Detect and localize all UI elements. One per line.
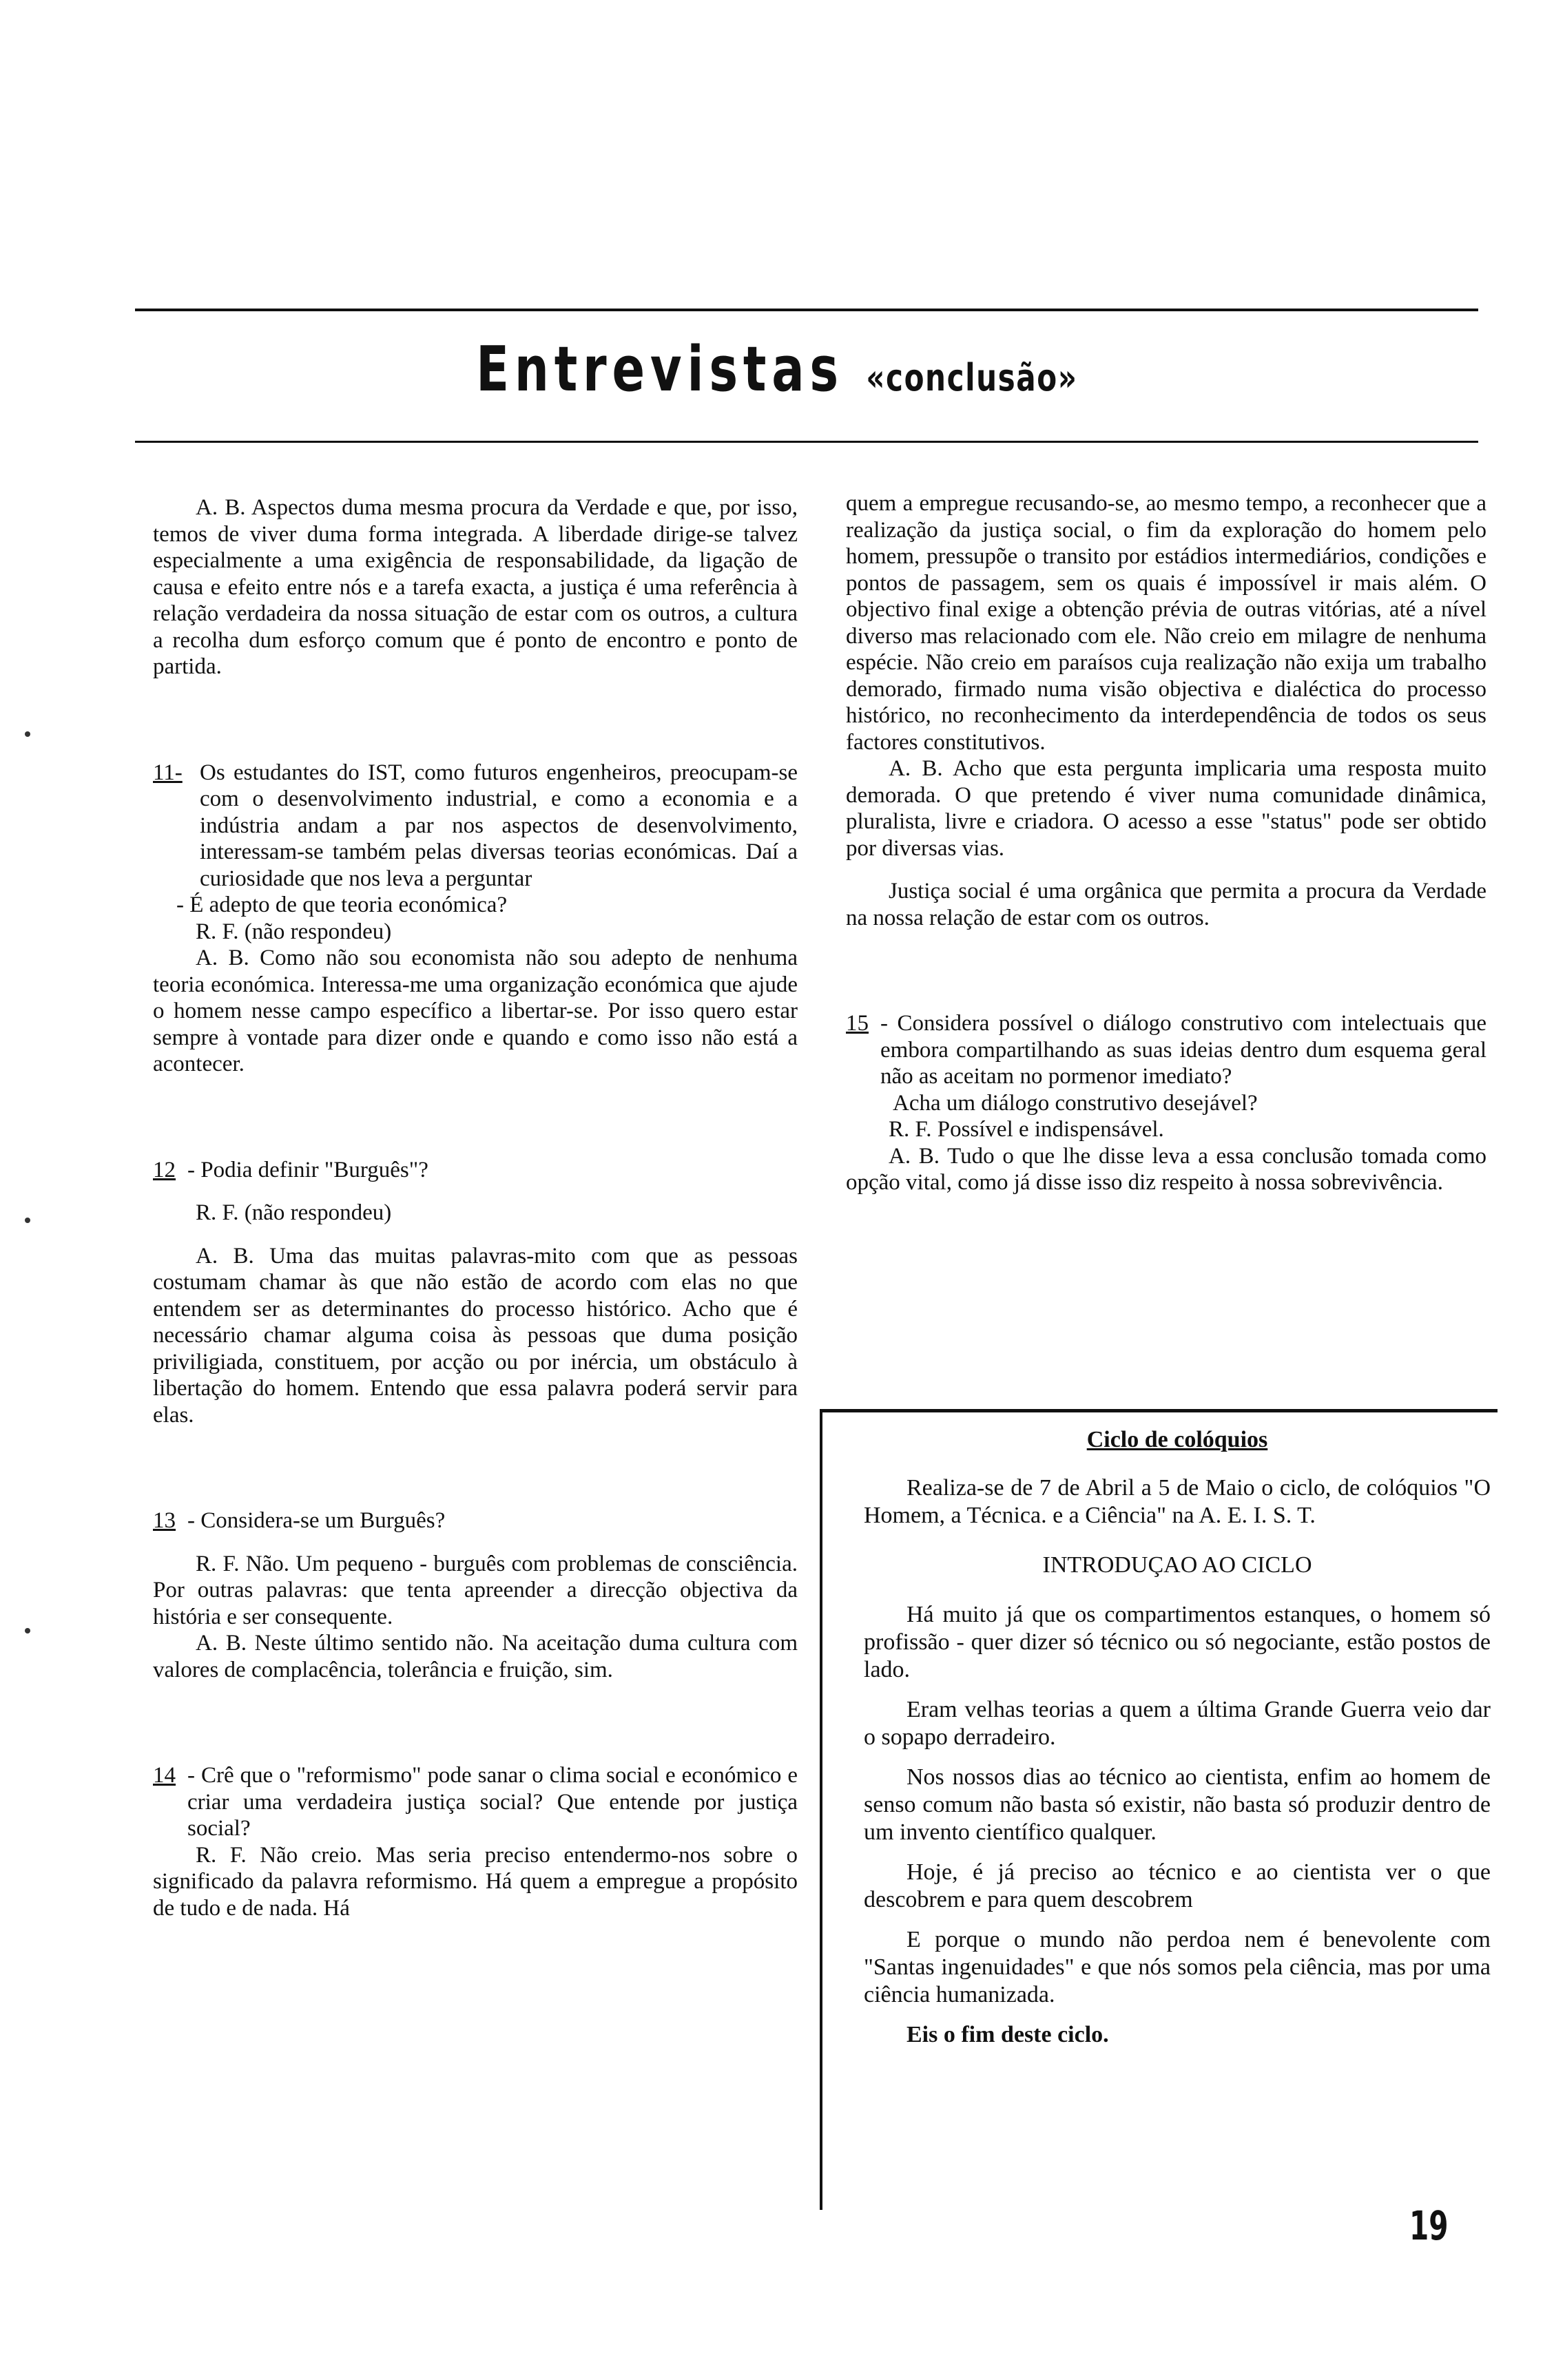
page-number: 19 <box>1409 2202 1449 2249</box>
scan-mark <box>25 1628 30 1633</box>
answer-ab: A. B. Uma das muitas palavras-mito com que as pessoas costumam chamar às que não estão de acordo com elas no que entendem ser as determinantes do processo histórico. Acho que é necessário chamar alguma coisa às pessoas que duma posição priviligiada, constituem, por acção ou por inércia, um obstáculo à libertação do homem. Entendo que essa palavra poderá servir para elas. <box>153 1243 798 1428</box>
question-11 <box>153 760 798 892</box>
question-12 <box>153 1157 798 1184</box>
scan-mark <box>25 731 30 737</box>
box-announcement: Realiza-se de 7 de Abril a 5 de Maio o ciclo, de colóquios "O Homem, a Técnica. e a Ciência" na A. E. I. S. T. <box>864 1475 1491 1528</box>
box-paragraph: Nos nossos dias ao técnico ao cientista, enfim ao homem de senso comum não basta só existir, não basta só produzir dentro de um invento científico qualquer. <box>864 1764 1491 1845</box>
box-paragraph: Há muito já que os compartimentos estanques, o homem só profissão - quer dizer só técnico ou só negociante, estão postos de lado. <box>864 1602 1491 1682</box>
answer-rf: R. F. Possível e indispensável. <box>889 1117 1164 1142</box>
header-top-rule <box>135 309 1478 311</box>
scan-mark <box>25 1218 30 1223</box>
question-number: 11- <box>153 760 183 785</box>
box-paragraph: E porque o mundo não perdoa nem é benevolente com "Santas ingenuidades" e que nós somos pela ciência, mas por uma ciência humanizada. <box>864 1927 1491 2007</box>
page-subtitle: «conclusão» <box>866 356 1078 399</box>
question-text: - Podia definir "Burguês"? <box>187 1157 428 1182</box>
answer-rf: R. F. Não creio. Mas seria preciso entendermo-nos sobre o significado da palavra reformismo. Há quem a empregue a propósito de tudo e de nada. Há <box>153 1842 798 1921</box>
left-column <box>153 494 798 1921</box>
question-14 <box>153 1762 798 1842</box>
question-number: 12 <box>153 1157 176 1182</box>
question-text: - Crê que o "reformismo" pode sanar o clima social e económico e criar uma verdadeira justiça social? Que entende por justiça social? <box>187 1763 798 1841</box>
box-paragraph: Hoje, é já preciso ao técnico e ao cientista ver o que descobrem e para quem descobrem <box>864 1859 1491 1912</box>
answer-rf: R. F. Não. Um pequeno - burguês com problemas de consciência. Por outras palavras: que tenta apreender a direcção objectiva da história e ser consequente. <box>153 1551 798 1629</box>
justice-definition: Justiça social é uma orgânica que permita a procura da Verdade na nossa relação de estar com os outros. <box>846 879 1486 930</box>
box-closing: Eis o fim deste ciclo. <box>906 2022 1109 2047</box>
question-number: 15 <box>846 1011 869 1036</box>
answer-continuation: quem a empregue recusando-se, ao mesmo tempo, a reconhecer que a realização da justiça social, o fim da exploração do homem pelo homem, pressupõe o transito por estádios intermediários, condições e pontos de passagem, sem os quais é impossível ir mais além. O objectivo final exige a obtenção prévia de outras vitórias, até a nível diverso mas relacionado com ele. Não creio em milagre de nenhuma espécie. Não creio em paraísos cuja realização não exija um trabalho demorado, firmado numa visão objectiva e dialéctica do processo histórico, no reconhecimento da interdependência de todos os seus factores constitutivos. <box>846 491 1486 755</box>
header <box>0 333 1554 406</box>
answer-rf: R. F. (não respondeu) <box>196 919 392 944</box>
question-text: - Considera-se um Burguês? <box>187 1508 446 1533</box>
question-text: Os estudantes do IST, como futuros engenheiros, preocupam-se com o desenvolvimento industrial, e como a economia e a indústria andam a par nos aspectos de desenvolvimento, interessam-se também pelas diversas teorias económicas. Daí a curiosidade que nos leva a perguntar <box>200 760 798 891</box>
intro-answer: A. B. Aspectos duma mesma procura da Verdade e que, por isso, temos de viver duma forma integrada. A liberdade dirige-se talvez especialmente a uma exigência de responsabilidade, da ligação de causa e efeito entre nós e a tarefa exacta, a justiça é uma referência à relação verdadeira da nossa situação de estar com os outros, a cultura a recolha dum esforço comum que é ponto de encontro e ponto de partida. <box>153 495 798 679</box>
question-15 <box>846 1010 1486 1090</box>
colloquium-box <box>820 1409 1498 2210</box>
question-number: 13 <box>153 1508 176 1533</box>
header-bottom-rule <box>135 441 1478 443</box>
answer-ab: A. B. Acho que esta pergunta implicaria uma resposta muito demorada. O que pretendo é viver numa comunidade dinâmica, pluralista, livre e criadora. O acesso a esse "status" pode ser obtido por diversas vias. <box>846 756 1486 861</box>
answer-ab: A. B. Como não sou economista não sou adepto de nenhuma teoria económica. Interessa-me uma organização económica que ajude o homem nesse campo específico a libertar-se. Por isso quero estar sempre à vontade para dizer onde e quando e como isso não está a acontecer. <box>153 946 798 1076</box>
box-heading: INTRODUÇAO AO CICLO <box>1042 1552 1312 1578</box>
answer-rf: R. F. (não respondeu) <box>196 1200 392 1225</box>
question-prompt: - É adepto de que teoria económica? <box>176 892 508 917</box>
question-text: - Considera possível o diálogo construtivo com intelectuais que embora compartilhando as suas ideias dentro dum esquema geral não as aceitam no pormenor imediato? <box>880 1011 1486 1089</box>
question-number: 14 <box>153 1763 176 1788</box>
question-followup: Acha um diálogo construtivo desejável? <box>893 1090 1258 1116</box>
question-13 <box>153 1507 798 1534</box>
page-title: Entrevistas «conclusão» <box>476 333 1078 406</box>
box-title: Ciclo de colóquios <box>1086 1427 1268 1452</box>
answer-ab: A. B. Tudo o que lhe disse leva a essa conclusão tomada como opção vital, como já disse isso diz respeito à nossa sobrevivência. <box>846 1143 1486 1195</box>
answer-ab: A. B. Neste último sentido não. Na aceitação duma cultura com valores de complacência, tolerância e fruição, sim. <box>153 1631 798 1682</box>
right-column <box>846 490 1486 1196</box>
box-paragraph: Eram velhas teorias a quem a última Grande Guerra veio dar o sopapo derradeiro. <box>864 1697 1491 1750</box>
